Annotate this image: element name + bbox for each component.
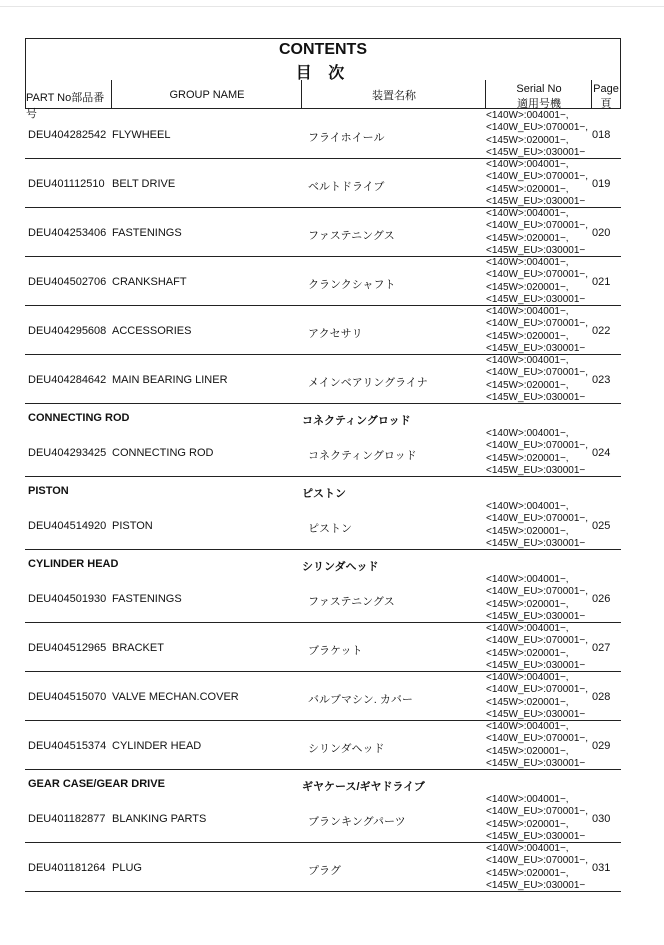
serial-line: <145W_EU>:030001− <box>486 391 586 403</box>
device-name-jp: フライホイール <box>308 132 385 144</box>
section-heading-group: CONNECTING ROD <box>28 412 130 424</box>
serial-line: <145W>:020001−, <box>486 281 569 293</box>
column-header-group-label: GROUP NAME <box>169 89 245 101</box>
serial-line: <145W>:020001−, <box>486 134 569 146</box>
device-name-jp: ブラケット <box>308 645 363 657</box>
page-number[interactable]: 027 <box>592 642 611 654</box>
group-name: BELT DRIVE <box>112 178 176 190</box>
title-box <box>25 38 621 81</box>
serial-line: <140W_EU>:070001−, <box>486 513 589 525</box>
serial-range <box>486 428 588 477</box>
serial-line: <145W>:020001−, <box>486 818 569 830</box>
serial-line: <140W>:004001−, <box>486 428 569 439</box>
serial-line: <140W_EU>:070001−, <box>486 171 589 183</box>
table-row[interactable] <box>25 159 621 208</box>
group-name: PISTON <box>112 520 153 532</box>
column-header-serial-label-jp: 適用号機 <box>517 98 561 110</box>
table-row[interactable] <box>25 257 621 306</box>
serial-line: <145W>:020001−, <box>486 232 569 244</box>
serial-line: <140W>:004001−, <box>486 843 569 854</box>
serial-line: <145W>:020001−, <box>486 867 569 879</box>
page-number[interactable]: 026 <box>592 593 611 605</box>
page-number[interactable]: 022 <box>592 325 611 337</box>
serial-line: <140W_EU>:070001−, <box>486 855 589 867</box>
page-number[interactable]: 029 <box>592 740 611 752</box>
group-name: PLUG <box>112 862 142 874</box>
page-number[interactable]: 028 <box>592 691 611 703</box>
group-name: ACCESSORIES <box>112 325 192 337</box>
serial-line: <140W>:004001−, <box>486 672 569 683</box>
serial-line: <145W_EU>:030001− <box>486 610 586 622</box>
page-number[interactable]: 024 <box>592 447 611 459</box>
serial-line: <145W>:020001−, <box>486 452 569 464</box>
serial-line: <140W>:004001−, <box>486 159 569 170</box>
serial-line: <140W>:004001−, <box>486 794 569 805</box>
part-number: DEU404293425 <box>28 447 107 459</box>
serial-line: <145W_EU>:030001− <box>486 195 586 207</box>
group-name: CYLINDER HEAD <box>112 740 202 752</box>
part-number: DEU404515070 <box>28 691 107 703</box>
page-number[interactable]: 020 <box>592 227 611 239</box>
serial-line: <145W>:020001−, <box>486 330 569 342</box>
serial-line: <140W>:004001−, <box>486 574 569 585</box>
column-header-group <box>111 80 302 109</box>
column-header-part <box>25 80 112 120</box>
part-number: DEU401112510 <box>28 178 105 190</box>
section-heading <box>25 554 621 574</box>
table-row[interactable] <box>25 843 621 892</box>
serial-line: <140W_EU>:070001−, <box>486 367 589 379</box>
part-number: DEU404282542 <box>28 129 107 141</box>
section-heading-group: PISTON <box>28 485 69 497</box>
table-row[interactable] <box>25 306 621 355</box>
serial-line: <145W_EU>:030001− <box>486 757 586 769</box>
page-number[interactable]: 018 <box>592 129 611 141</box>
column-header-serial <box>485 80 592 109</box>
serial-line: <145W_EU>:030001− <box>486 146 586 158</box>
page-number[interactable]: 030 <box>592 813 611 825</box>
group-name: BLANKING PARTS <box>112 813 207 825</box>
serial-line: <145W>:020001−, <box>486 183 569 195</box>
device-name-jp: プラグ <box>308 865 341 877</box>
page-top-rule <box>0 6 664 7</box>
part-number: DEU404512965 <box>28 642 107 654</box>
serial-line: <140W_EU>:070001−, <box>486 220 589 232</box>
column-header-serial-label: Serial No <box>516 83 562 95</box>
serial-line: <145W_EU>:030001− <box>486 537 586 549</box>
table-row[interactable] <box>25 672 621 721</box>
serial-range <box>486 672 588 721</box>
section-heading <box>25 774 621 794</box>
serial-line: <140W>:004001−, <box>486 355 569 366</box>
group-name: CRANKSHAFT <box>112 276 187 288</box>
column-header-device <box>301 80 486 109</box>
serial-line: <140W_EU>:070001−, <box>486 440 589 452</box>
serial-range <box>486 306 588 355</box>
table-row[interactable] <box>25 721 621 770</box>
page-number[interactable]: 031 <box>592 862 611 874</box>
column-header-device-label: 装置名称 <box>372 90 416 102</box>
group-name: FLYWHEEL <box>112 129 171 141</box>
group-name: CONNECTING ROD <box>112 447 214 459</box>
serial-line: <145W_EU>:030001− <box>486 464 586 476</box>
part-number: DEU401182877 <box>28 813 106 825</box>
part-number: DEU404253406 <box>28 227 107 239</box>
serial-line: <140W>:004001−, <box>486 257 569 268</box>
table-row[interactable] <box>25 623 621 672</box>
serial-line: <140W_EU>:070001−, <box>486 586 589 598</box>
section-heading-group: CYLINDER HEAD <box>28 558 119 570</box>
serial-line: <145W_EU>:030001− <box>486 659 586 671</box>
device-name-jp: ブランキングパーツ <box>308 816 406 828</box>
group-name: BRACKET <box>112 642 164 654</box>
device-name-jp: ファステニングス <box>308 596 395 608</box>
serial-line: <145W>:020001−, <box>486 745 569 757</box>
serial-line: <140W_EU>:070001−, <box>486 318 589 330</box>
section-heading-jp: ギヤケース/ギヤドライブ <box>302 781 425 793</box>
serial-line: <145W>:020001−, <box>486 379 569 391</box>
serial-line: <140W_EU>:070001−, <box>486 122 589 134</box>
serial-range <box>486 257 588 306</box>
device-name-jp: ピストン <box>308 523 352 535</box>
page-number[interactable]: 019 <box>592 178 611 190</box>
serial-line: <145W_EU>:030001− <box>486 244 586 256</box>
section-heading <box>25 481 621 501</box>
device-name-jp: ファステニングス <box>308 230 395 242</box>
serial-line: <145W_EU>:030001− <box>486 708 586 720</box>
group-name: VALVE MECHAN.COVER <box>112 691 239 703</box>
serial-line: <145W_EU>:030001− <box>486 342 586 354</box>
column-header-part-label: PART No部品番号 <box>26 92 105 120</box>
serial-line: <145W>:020001−, <box>486 525 569 537</box>
page-title: CONTENTS <box>279 41 367 58</box>
serial-line: <140W_EU>:070001−, <box>486 269 589 281</box>
serial-line: <145W_EU>:030001− <box>486 830 586 842</box>
part-number: DEU404284642 <box>28 374 107 386</box>
part-number: DEU404295608 <box>28 325 107 337</box>
section-heading-jp: シリンダヘッド <box>302 561 379 573</box>
serial-range <box>486 208 588 257</box>
group-name: FASTENINGS <box>112 227 182 239</box>
part-number: DEU404501930 <box>28 593 107 605</box>
serial-range <box>486 721 588 770</box>
page-title-jp: 目 次 <box>295 65 351 82</box>
device-name-jp: アクセサリ <box>308 328 363 340</box>
serial-range <box>486 355 588 404</box>
table-row[interactable] <box>25 574 621 623</box>
table-row[interactable] <box>25 355 621 404</box>
part-number: DEU404515374 <box>28 740 107 752</box>
serial-line: <145W>:020001−, <box>486 647 569 659</box>
group-name: FASTENINGS <box>112 593 182 605</box>
table-row[interactable] <box>25 501 621 550</box>
serial-line: <140W>:004001−, <box>486 306 569 317</box>
device-name-jp: シリンダヘッド <box>308 743 385 755</box>
serial-line: <145W_EU>:030001− <box>486 879 586 891</box>
section-heading-jp: ピストン <box>302 488 346 500</box>
page-number[interactable]: 023 <box>592 374 611 386</box>
serial-range <box>486 110 588 159</box>
serial-line: <145W>:020001−, <box>486 598 569 610</box>
serial-line: <140W_EU>:070001−, <box>486 684 589 696</box>
serial-line: <140W_EU>:070001−, <box>486 806 589 818</box>
part-number: DEU404502706 <box>28 276 107 288</box>
page-number[interactable]: 025 <box>592 520 611 532</box>
serial-line: <145W_EU>:030001− <box>486 293 586 305</box>
part-number: DEU401181264 <box>28 862 106 874</box>
serial-range <box>486 794 588 843</box>
part-number: DEU404514920 <box>28 520 107 532</box>
serial-line: <145W>:020001−, <box>486 696 569 708</box>
serial-line: <140W>:004001−, <box>486 501 569 512</box>
serial-line: <140W>:004001−, <box>486 721 569 732</box>
device-name-jp: クランクシャフト <box>308 279 396 291</box>
group-name: MAIN BEARING LINER <box>112 374 228 386</box>
column-header-page-label-jp: 頁 <box>600 98 612 110</box>
serial-range <box>486 501 588 550</box>
table-row[interactable] <box>25 428 621 477</box>
serial-range <box>486 843 588 892</box>
page-number[interactable]: 021 <box>592 276 611 288</box>
serial-line: <140W_EU>:070001−, <box>486 733 589 745</box>
table-row[interactable] <box>25 208 621 257</box>
serial-line: <140W>:004001−, <box>486 110 569 121</box>
column-header-page-label: Page <box>593 83 619 95</box>
device-name-jp: ベルトドライブ <box>308 181 385 193</box>
device-name-jp: バルブマシン. カバー <box>308 694 413 706</box>
section-heading-group: GEAR CASE/GEAR DRIVE <box>28 778 165 790</box>
serial-line: <140W>:004001−, <box>486 623 569 634</box>
column-header-page <box>591 80 621 109</box>
serial-line: <140W_EU>:070001−, <box>486 635 589 647</box>
table-row[interactable] <box>25 794 621 843</box>
serial-range <box>486 159 588 208</box>
section-heading-jp: コネクティングロッド <box>302 415 411 427</box>
device-name-jp: メインベアリングライナ <box>308 377 428 389</box>
serial-line: <140W>:004001−, <box>486 208 569 219</box>
section-heading <box>25 408 621 428</box>
table-row[interactable] <box>25 110 621 159</box>
device-name-jp: コネクティングロッド <box>308 450 417 462</box>
serial-range <box>486 623 588 672</box>
serial-range <box>486 574 588 623</box>
